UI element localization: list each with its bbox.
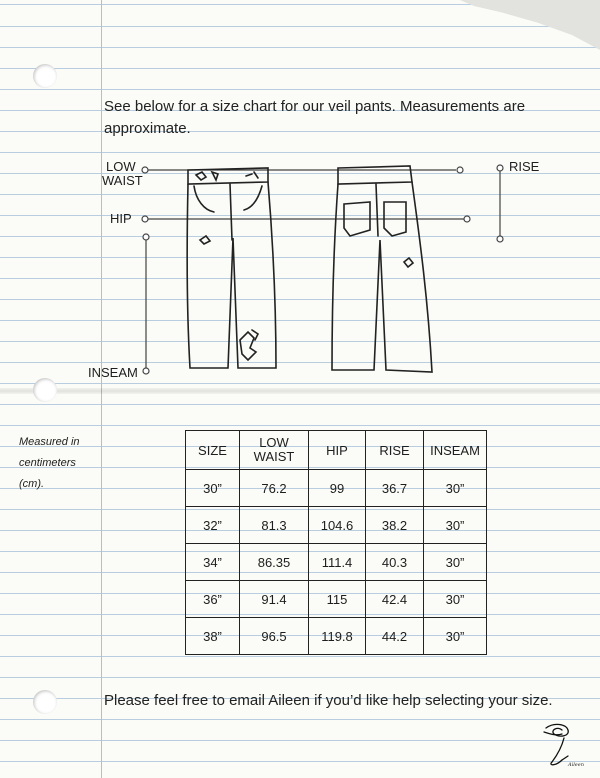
hip-end-dot	[464, 216, 470, 222]
signature-scribble	[544, 724, 568, 764]
rise-bottom-dot	[497, 236, 503, 242]
note-line: (cm).	[19, 478, 45, 490]
cell-low-waist: 76.2	[240, 470, 309, 507]
outro-text: Please feel free to email Aileen if you’d like help selecting your size.	[104, 692, 553, 709]
cell-rise: 38.2	[366, 507, 424, 544]
inseam-bottom-dot	[143, 368, 149, 374]
cell-low-waist: 86.35	[240, 544, 309, 581]
header-low-waist: LOW WAIST	[240, 431, 309, 470]
table-row	[186, 581, 487, 618]
hip-label: HIP	[110, 211, 132, 226]
cell-size: 30”	[186, 470, 240, 507]
low-waist-label	[102, 159, 143, 188]
cell-inseam: 30”	[424, 581, 487, 618]
note-line: centimeters	[19, 457, 76, 469]
inseam-top-dot	[143, 234, 149, 240]
signature-name: Aileen	[568, 762, 584, 768]
header-hip: HIP	[309, 431, 366, 470]
header-inseam: INSEAM	[424, 431, 487, 470]
header-rise: RISE	[366, 431, 424, 470]
table-row	[186, 470, 487, 507]
hip-dot	[142, 216, 148, 222]
cell-rise: 40.3	[366, 544, 424, 581]
measurement-note	[19, 432, 99, 495]
cell-size: 32”	[186, 507, 240, 544]
size-chart-table	[185, 430, 487, 655]
cell-size: 36”	[186, 581, 240, 618]
signature	[540, 720, 594, 770]
cell-inseam: 30”	[424, 544, 487, 581]
header-size: SIZE	[186, 431, 240, 470]
cell-hip: 111.4	[309, 544, 366, 581]
table-header-row	[186, 431, 487, 470]
intro-text: See below for a size chart for our veil pants. Measurements are approximate.	[104, 98, 526, 137]
cell-size: 38”	[186, 618, 240, 655]
cell-hip: 115	[309, 581, 366, 618]
cell-rise: 44.2	[366, 618, 424, 655]
cell-rise: 42.4	[366, 581, 424, 618]
table-row	[186, 618, 487, 655]
pants-back-sketch	[332, 166, 432, 372]
cell-size: 34”	[186, 544, 240, 581]
pants-front-sketch	[187, 168, 276, 368]
note-line: Measured in	[19, 436, 80, 448]
rise-label: RISE	[509, 159, 540, 174]
low-waist-label-line1: LOW	[106, 159, 136, 174]
cell-low-waist: 96.5	[240, 618, 309, 655]
cell-low-waist: 81.3	[240, 507, 309, 544]
cell-inseam: 30”	[424, 470, 487, 507]
cell-hip: 104.6	[309, 507, 366, 544]
low-waist-end-dot	[457, 167, 463, 173]
table-row	[186, 544, 487, 581]
cell-hip: 99	[309, 470, 366, 507]
low-waist-label-line2: WAIST	[102, 173, 143, 188]
cell-hip: 119.8	[309, 618, 366, 655]
cell-low-waist: 91.4	[240, 581, 309, 618]
inseam-label: INSEAM	[88, 365, 138, 380]
table-row	[186, 507, 487, 544]
cell-rise: 36.7	[366, 470, 424, 507]
cell-inseam: 30”	[424, 618, 487, 655]
rise-top-dot	[497, 165, 503, 171]
punch-hole	[33, 690, 57, 714]
cell-inseam: 30”	[424, 507, 487, 544]
